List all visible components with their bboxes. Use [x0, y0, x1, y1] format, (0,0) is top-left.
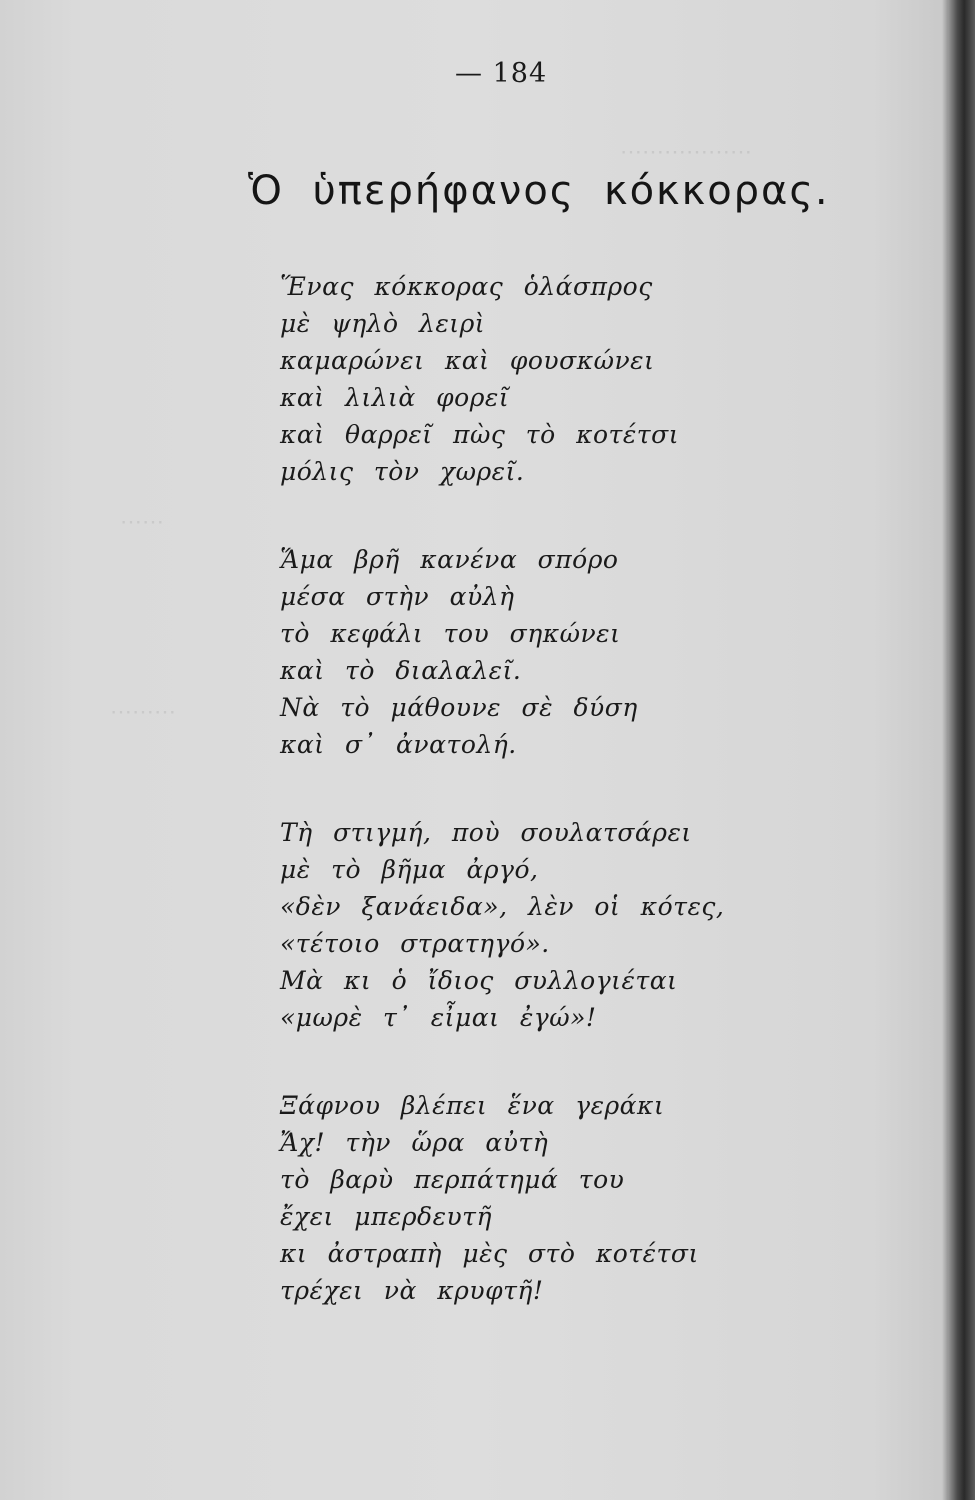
poem-line: τὸ κεφάλι του σηκώνει: [280, 619, 621, 648]
stanza: [280, 268, 700, 490]
stanza: [280, 1087, 700, 1309]
poem-body: [280, 268, 725, 1360]
poem-line: Νὰ τὸ μάθουνε σὲ δύση: [280, 693, 638, 722]
stanza: [280, 814, 725, 1036]
book-spine-shadow: [948, 0, 975, 1500]
poem-line: Ξάφνου βλέπει ἕνα γεράκι: [280, 1091, 665, 1120]
poem-line: καὶ λιλιὰ φορεῖ: [280, 383, 510, 412]
poem-line: «δὲν ξανάειδα», λὲν οἱ κότες,: [280, 892, 725, 921]
poem-line: μέσα στὴν αὐλὴ: [280, 582, 515, 611]
poem-line: καὶ σ᾿ ἀνατολή.: [280, 730, 517, 759]
bleed-through-shadow: ⋯⋯⋯: [110, 700, 176, 725]
poem-line: ἔχει μπερδευτῆ: [280, 1202, 492, 1231]
poem-line: «τέτοιο στρατηγό».: [280, 929, 550, 958]
bleed-through-shadow: ⋯⋯⋯⋯⋯⋯: [620, 140, 752, 165]
page-number: — 184: [455, 58, 548, 89]
poem-line: τρέχει νὰ κρυφτῆ!: [280, 1276, 544, 1305]
poem-line: κι ἀστραπὴ μὲς στὸ κοτέτσι: [280, 1239, 699, 1268]
poem-line: Τὴ στιγμή, ποὺ σουλατσάρει: [280, 818, 692, 847]
poem-line: μόλις τὸν χωρεῖ.: [280, 457, 525, 486]
poem-line: τὸ βαρὺ περπάτημά του: [280, 1165, 625, 1194]
poem-title: Ὁ ὑπερήφανος κόκκορας.: [248, 168, 830, 214]
poem-line: Ἅμα βρῆ κανένα σπόρο: [280, 545, 619, 574]
poem-line: καὶ τὸ διαλαλεῖ.: [280, 656, 522, 685]
poem-line: «μωρὲ τ᾿ εἶμαι ἐγώ»!: [280, 1003, 597, 1032]
poem-line: Ἕνας κόκκορας ὁλάσπρος: [280, 272, 653, 301]
bleed-through-shadow: ⋯⋯: [120, 510, 164, 535]
stanza: [280, 541, 700, 763]
poem-line: μὲ ψηλὸ λειρὶ: [280, 309, 486, 338]
poem-line: καὶ θαρρεῖ πὼς τὸ κοτέτσι: [280, 420, 680, 449]
poem-line: μὲ τὸ βῆμα ἀργό,: [280, 855, 539, 884]
poem-line: Μὰ κι ὁ ἴδιος συλλογιέται: [280, 966, 678, 995]
poem-line: καμαρώνει καὶ φουσκώνει: [280, 346, 655, 375]
poem-line: Ἄχ! τὴν ὥρα αὐτὴ: [280, 1128, 549, 1157]
